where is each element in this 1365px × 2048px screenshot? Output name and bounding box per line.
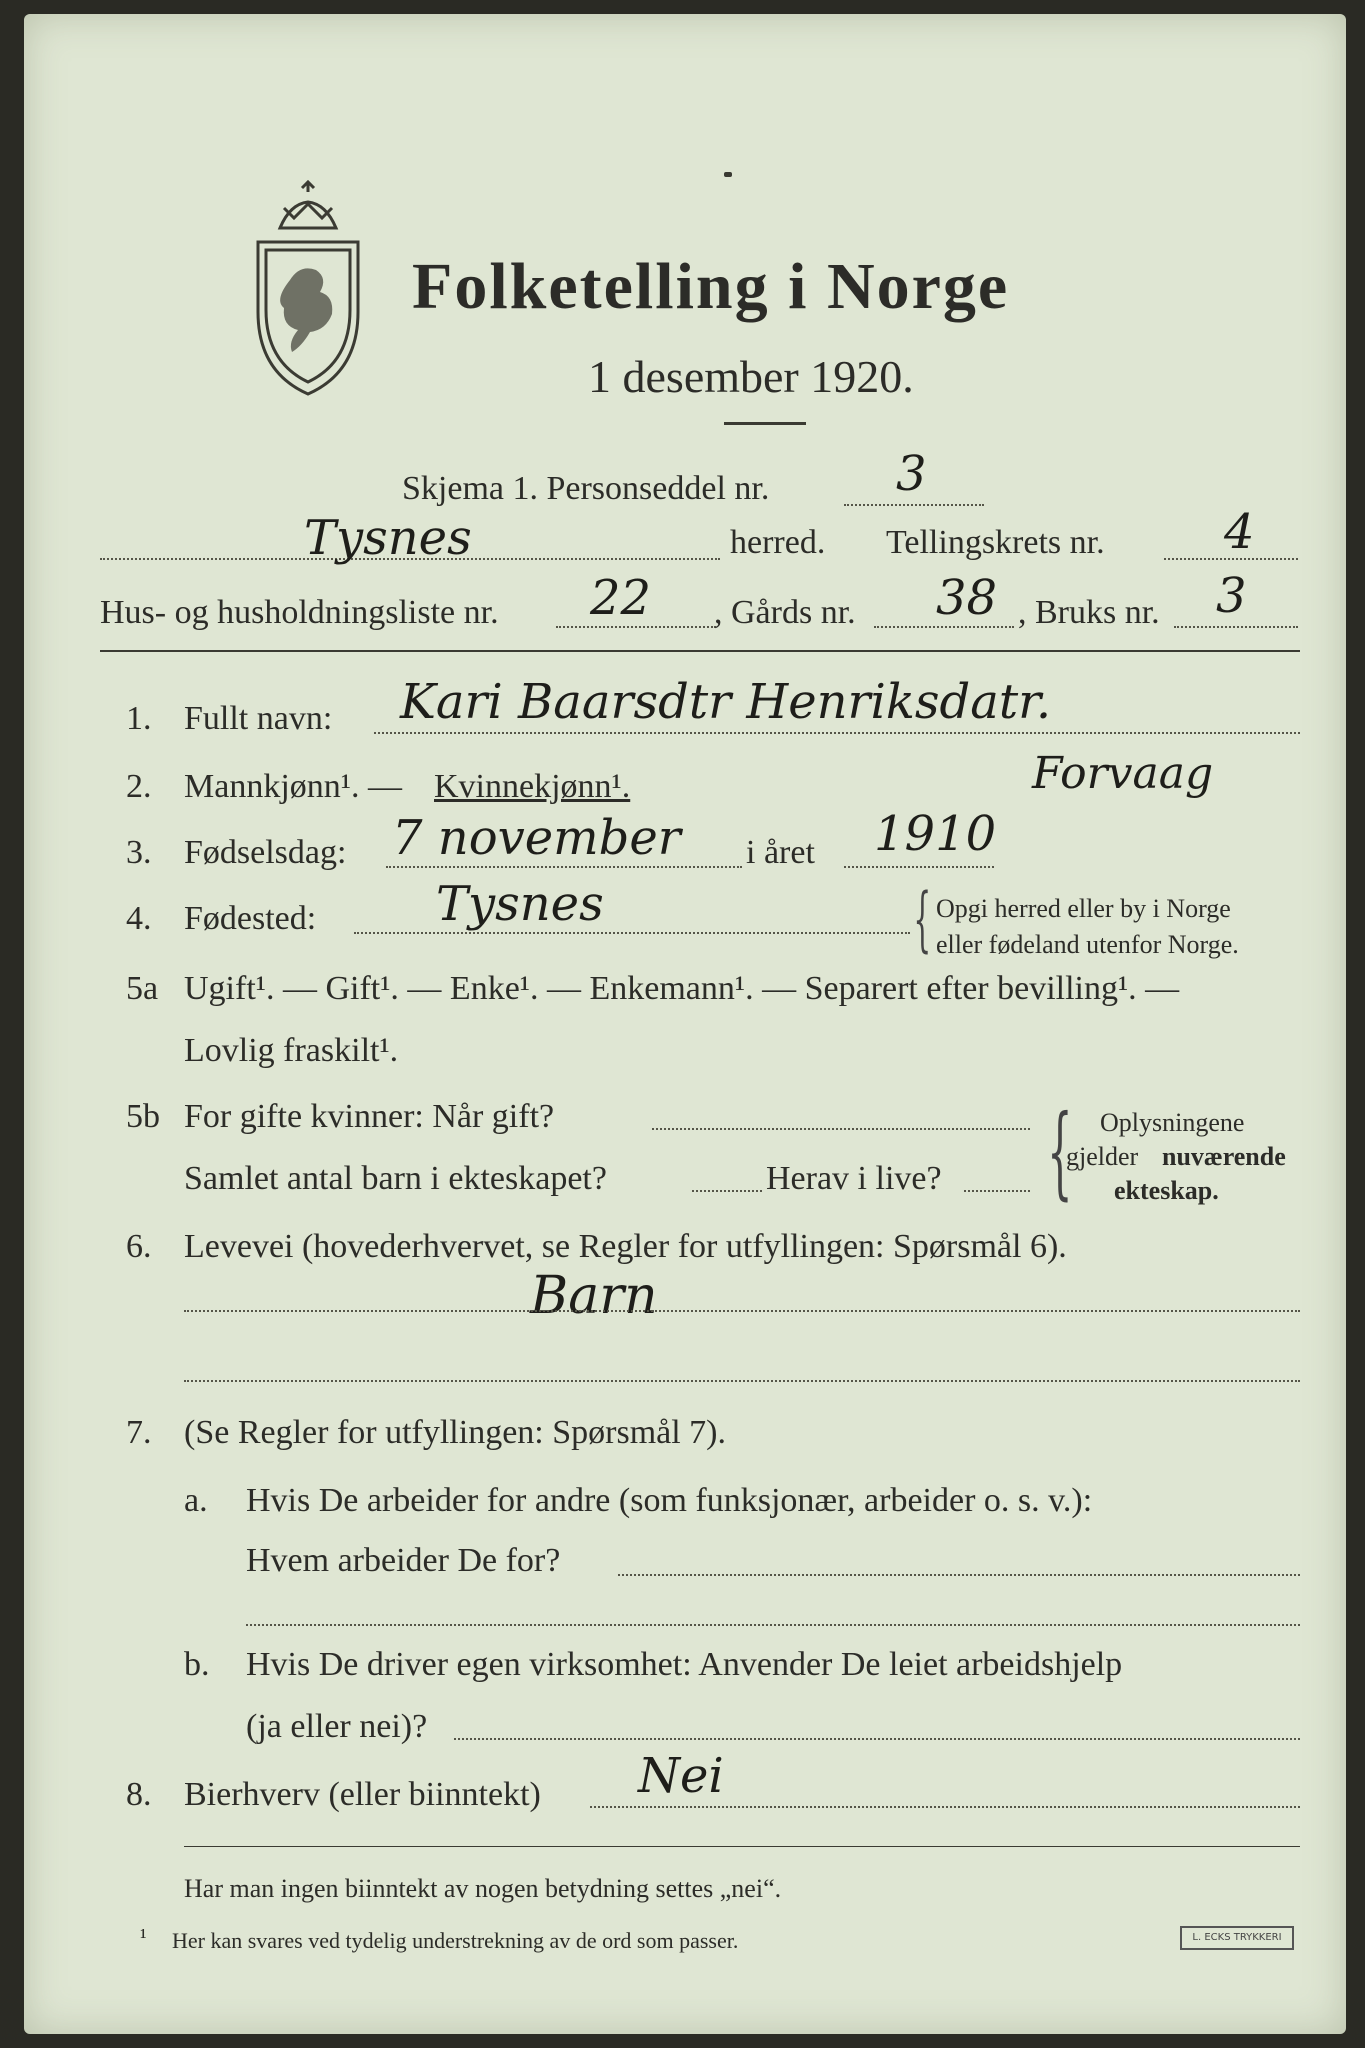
q7-number: 7.: [126, 1414, 152, 1451]
census-date: 1 desember 1920.: [588, 351, 914, 402]
q7b-number: b.: [184, 1646, 210, 1683]
side-income-line: [590, 1806, 1300, 1808]
q5b-note-3: ekteskap.: [1114, 1176, 1219, 1205]
occupation-value[interactable]: Barn: [530, 1266, 658, 1326]
q7a-question: Hvis De arbeider for andre (som funksjonær, arbeider o. s. v.):: [246, 1482, 1093, 1519]
birth-year-label: i året: [746, 834, 815, 871]
q3-number: 3.: [126, 834, 152, 871]
husliste-line: [556, 626, 716, 628]
birth-year-line: [844, 866, 994, 868]
herred-value[interactable]: Tysnes: [304, 510, 472, 566]
coat-of-arms-icon: [250, 180, 380, 398]
q8-label: Bierhverv (eller biinntekt): [184, 1776, 541, 1813]
full-name-value[interactable]: Kari Baarsdtr Henriksdatr.: [400, 674, 1052, 730]
q5b-number: 5b: [126, 1098, 160, 1135]
footer-rule: [184, 1846, 1300, 1847]
husliste-label: Hus- og husholdningsliste nr.: [100, 594, 499, 631]
children-total-line: [692, 1190, 762, 1192]
q2-number: 2.: [126, 768, 152, 805]
q3-label: Fødselsdag:: [184, 834, 347, 871]
birthday-value[interactable]: 7 november: [392, 810, 681, 866]
married-when-line: [652, 1128, 1030, 1130]
q5b-brace: {: [1047, 1093, 1073, 1210]
birth-year-value[interactable]: 1910: [874, 806, 997, 862]
herred-label: herred.: [730, 524, 826, 561]
q6-number: 6.: [126, 1228, 152, 1265]
children-alive-line: [964, 1190, 1030, 1192]
skjema-label: Skjema 1. Personseddel nr.: [402, 470, 770, 507]
marital-status-options[interactable]: Ugift¹. — Gift¹. — Enke¹. — Enkemann¹. — Separert efter bevilling¹. —: [184, 970, 1180, 1007]
q4-label: Fødested:: [184, 900, 317, 937]
q1-number: 1.: [126, 700, 152, 737]
q5b-note-2b: nuværende: [1162, 1142, 1286, 1171]
birthday-line: [386, 866, 742, 868]
occupation-line-2: [184, 1380, 1300, 1382]
q5b-married-when: For gifte kvinner: Når gift?: [184, 1098, 555, 1135]
gards-value[interactable]: 38: [936, 570, 998, 626]
bruks-line: [1174, 626, 1298, 628]
q4-note-1: Opgi herred eller by i Norge: [936, 894, 1231, 923]
q4-brace: {: [913, 878, 932, 960]
marital-status-divorced[interactable]: Lovlig fraskilt¹.: [184, 1032, 399, 1069]
birthplace-line: [354, 932, 910, 934]
full-name-extra[interactable]: Forvaag: [1032, 748, 1214, 799]
q7-label: (Se Regler for utfyllingen: Spørsmål 7).: [184, 1414, 727, 1451]
q7a-employer-label: Hvem arbeider De for?: [246, 1542, 561, 1579]
q4-number: 4.: [126, 900, 152, 937]
footer-note: Har man ingen biinntekt av nogen betydning settes „nei“.: [184, 1874, 782, 1903]
personseddel-value[interactable]: 3: [896, 446, 927, 502]
printer-stamp: L. ECKS TRYKKERI: [1180, 1926, 1294, 1950]
hired-help-line: [454, 1738, 1300, 1740]
census-form-paper: [24, 14, 1346, 2034]
tellingskrets-value[interactable]: 4: [1224, 504, 1255, 560]
q5b-note-2a: gjelder: [1066, 1142, 1139, 1171]
q1-label: Fullt navn:: [184, 700, 333, 737]
side-income-value[interactable]: Nei: [638, 1748, 724, 1804]
q1-line: [374, 732, 1300, 734]
bruks-label: , Bruks nr.: [1018, 594, 1160, 631]
sex-female-option[interactable]: Kvinnekjønn¹.: [434, 768, 631, 805]
footnote-marker: ¹: [140, 1924, 147, 1949]
q5b-children-alive: Herav i live?: [766, 1160, 942, 1197]
q4-note-2: eller fødeland utenfor Norge.: [936, 930, 1239, 959]
q5b-note-1: Oplysningene: [1100, 1108, 1245, 1137]
q7b-question: Hvis De driver egen virksomhet: Anvender De leiet arbeidshjelp: [246, 1646, 1123, 1683]
bruks-value[interactable]: 3: [1216, 568, 1247, 624]
birthplace-value[interactable]: Tysnes: [436, 876, 604, 932]
gards-line: [874, 626, 1014, 628]
q5a-number: 5a: [126, 970, 159, 1007]
employer-line-2: [246, 1624, 1300, 1626]
personseddel-line: [844, 504, 984, 506]
husliste-value[interactable]: 22: [590, 570, 652, 626]
q7a-number: a.: [184, 1482, 208, 1519]
footnote-text: Her kan svares ved tydelig understrekning av de ord som passer.: [172, 1928, 739, 1953]
employer-line-1: [618, 1574, 1300, 1576]
q7b-yes-no-label: (ja eller nei)?: [246, 1708, 428, 1745]
header-rule: [100, 650, 1300, 652]
gards-label: , Gårds nr.: [714, 594, 856, 631]
form-title: Folketelling i Norge: [412, 250, 1010, 323]
decorative-dot: [724, 172, 732, 177]
q6-label: Levevei (hovederhvervet, se Regler for utfyllingen: Spørsmål 6).: [184, 1228, 1067, 1265]
q8-number: 8.: [126, 1776, 152, 1813]
title-divider: [724, 422, 806, 425]
tellingskrets-label: Tellingskrets nr.: [886, 524, 1105, 561]
sex-male-option[interactable]: Mannkjønn¹. —: [184, 768, 402, 805]
q5b-children-total: Samlet antal barn i ekteskapet?: [184, 1160, 607, 1197]
occupation-line-1: [184, 1310, 1300, 1312]
